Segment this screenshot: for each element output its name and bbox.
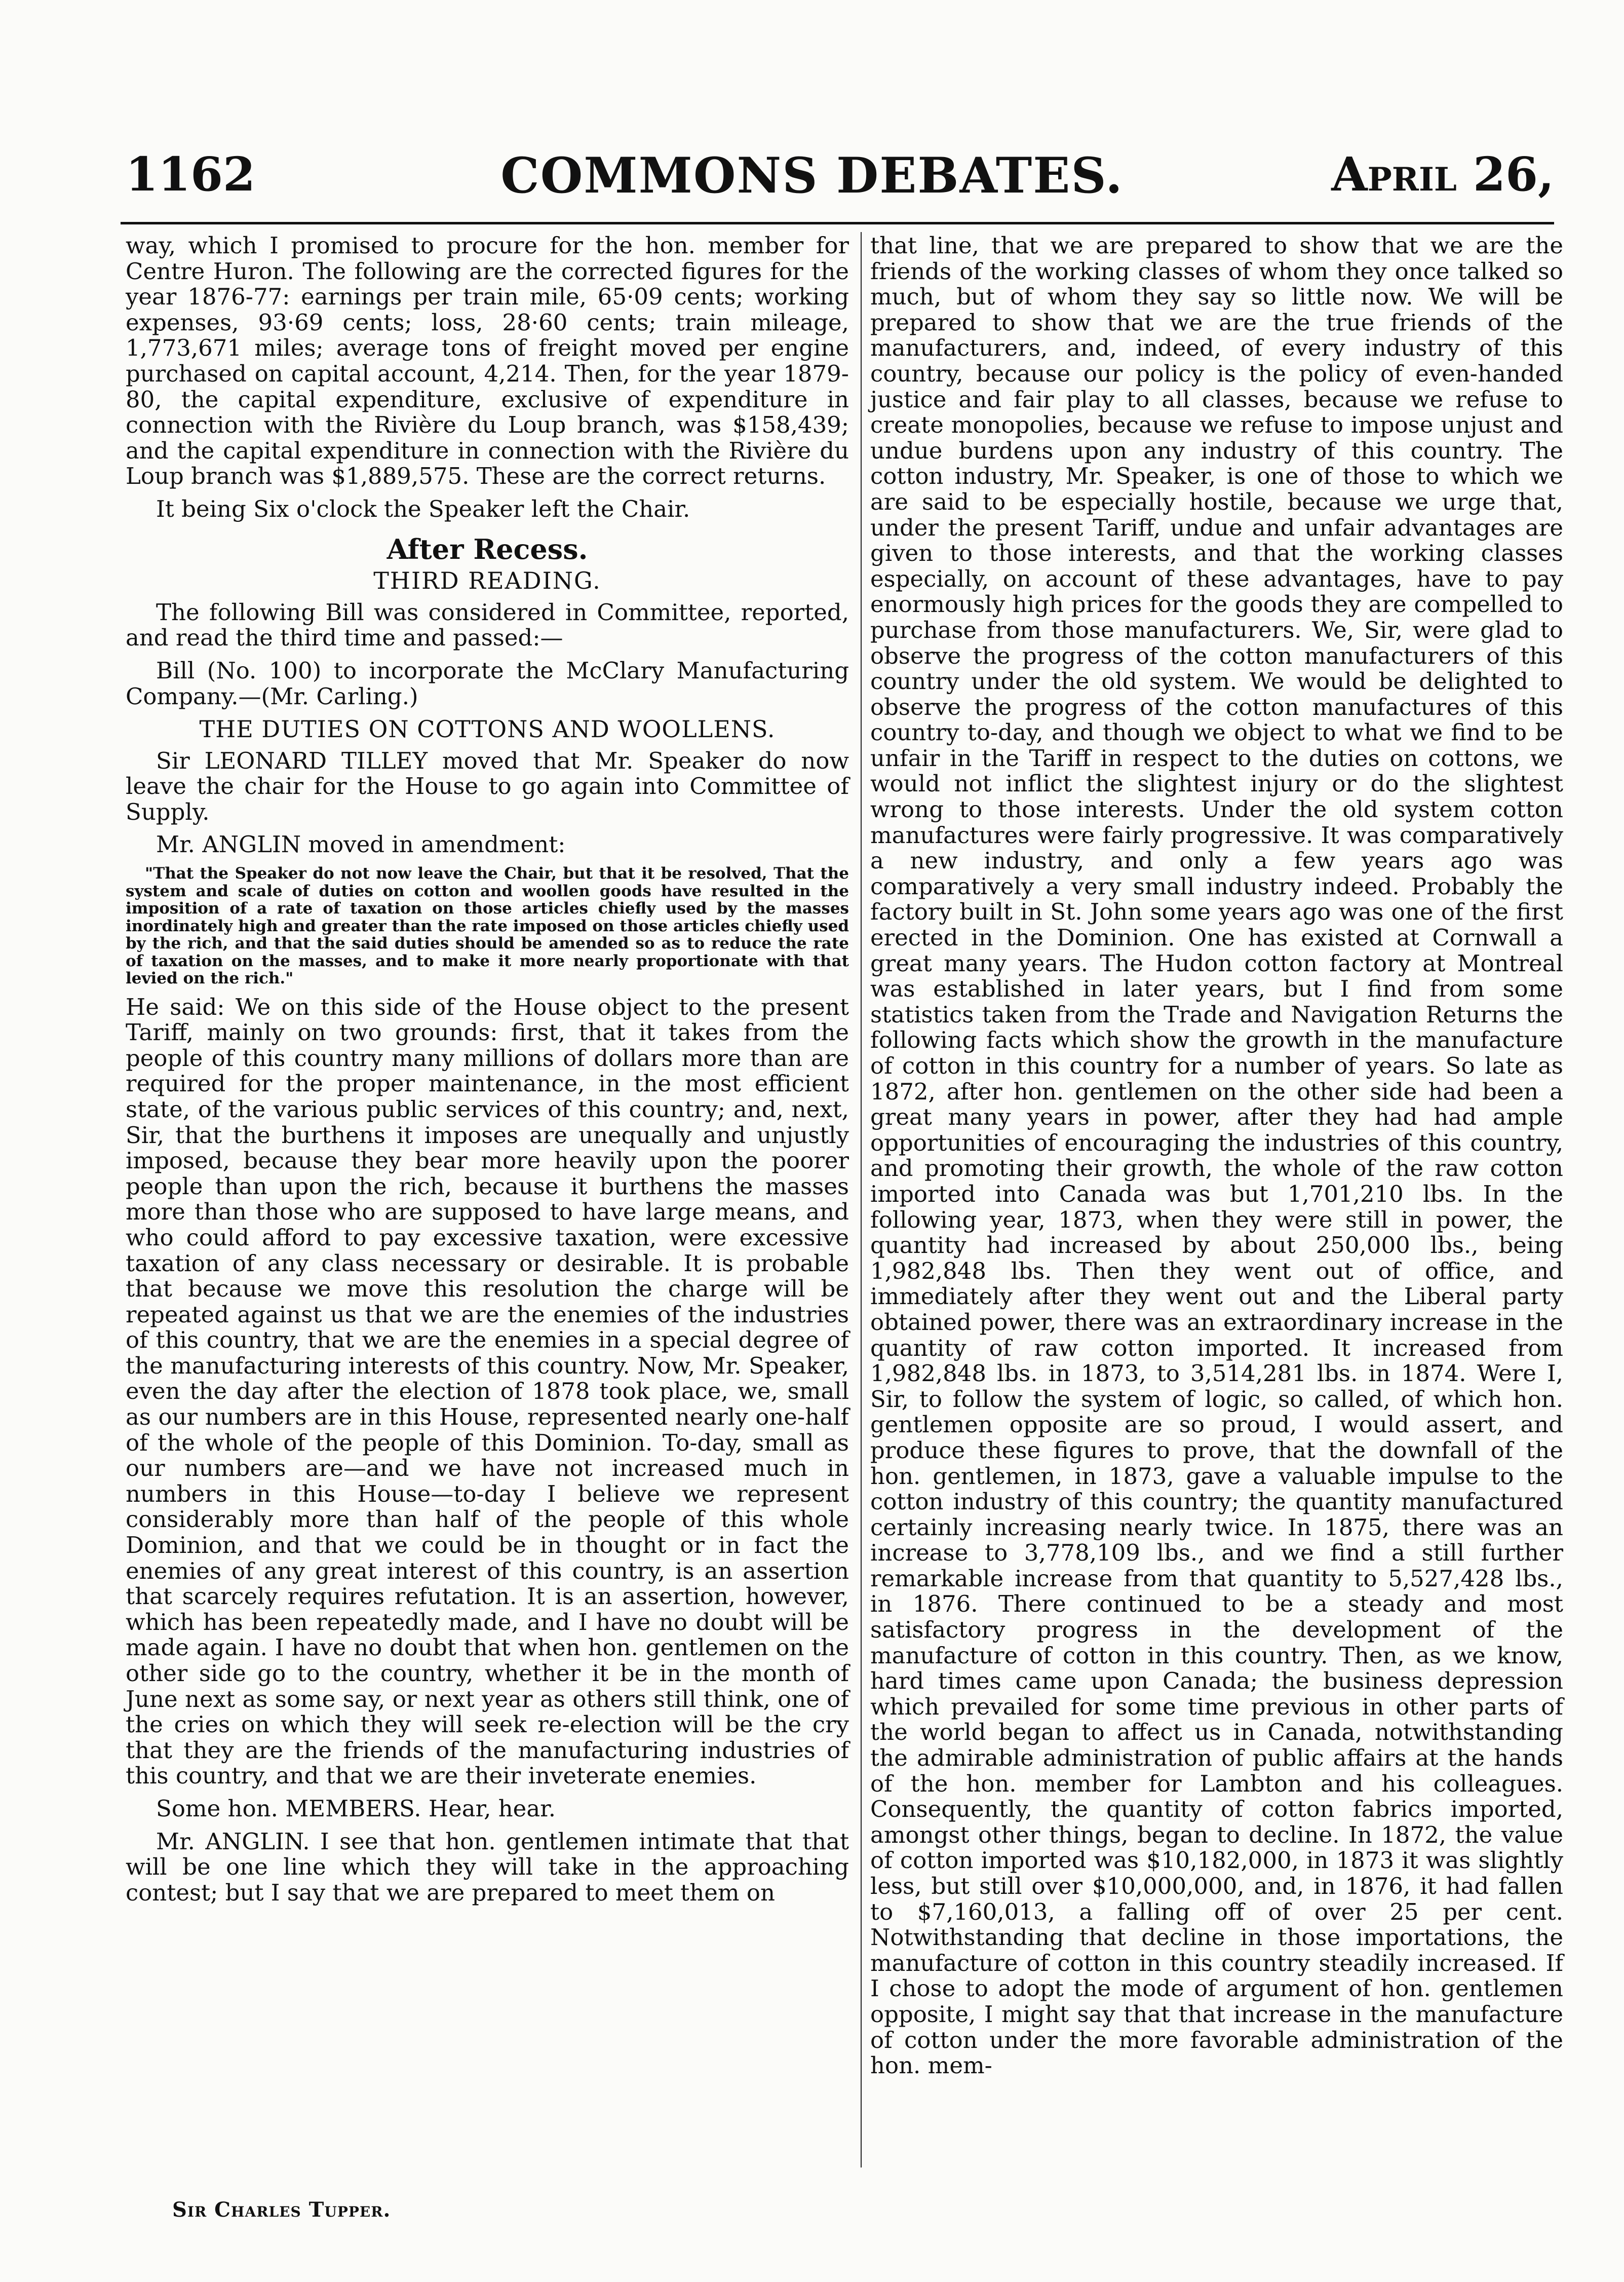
paragraph: Mr. ANGLIN. I see that hon. gentlemen intimate that that will be one line which they will take in the approaching contest; but I say that we are prepared to meet them on — [126, 1828, 849, 1906]
paragraph: Bill (No. 100) to incorporate the McClary Manufacturing Company.—(Mr. Carling.) — [126, 657, 849, 710]
section-heading-duties: THE DUTIES ON COTTONS AND WOOLLENS. — [199, 715, 776, 743]
paragraph: He said: We on this side of the House object to the present Tariff, mainly on two grounds: first, that it takes from the people of this country many millions of dollars more than are required for the proper maintenance, in the most efficient state, of the various public services of this country; and, next, Sir, that the burthens it imposes are unequally and unjustly imposed, because they bear more heavily upon the poorer people than upon the rich, because it burthens the masses more than those who are supposed to have large means, and who could afford to pay excessive taxation, were excessive taxation of any class necessary or desirable. It is probable that because we move this resolution the charge will be repeated against us that we are the enemies of the industries of this country, that we are the enemies in a special degree of the manufacturing interests of this country. Now, Mr. Speaker, even the day after the election of 1878 took place, we, small as our numbers are in this House, represented nearly one-half of the whole of the people of this Dominion. To-day, small as our numbers are—and we have not increased much in numbers in this House—to-day I believe we represent considerably more than half of the people of this whole Dominion, and that we could be in thought or in fact the enemies of any great interest of this country, is an assertion that scarcely requires refutation. It is an assertion, however, which has been repeatedly made, and I have no doubt will be made again. I have no doubt that when hon. gentlemen on the other side go to the country, whether it be in the month of June next as some say, or next year as others still think, one of the cries on which they will seek re-election will be the cry that they are the friends of the manufacturing industries of this country, and that we are their inveterate enemies. — [126, 993, 849, 1790]
paragraph: The following Bill was considered in Committee, reported, and read the third time and passed:— — [126, 598, 849, 652]
amendment-quote: "That the Speaker do not now leave the Chair, but that it be resolved, That the system and scale of duties on cotton and woollen goods have resulted in the imposition of a rate of taxation on those articles chiefly used by the masses inordinately high and greater than the rate imposed on those articles chiefly used by the rich, and that the said duties should be amended so as to reduce the rate of taxation on the masses, and to make it more nearly proportionate with that levied on the rich." — [126, 864, 849, 988]
paragraph: It being Six o'clock the Speaker left the Chair. — [156, 495, 690, 522]
right-column — [870, 233, 1563, 2086]
paragraph: Some hon. MEMBERS. Hear, hear. — [156, 1795, 556, 1822]
page-header — [0, 0, 1624, 223]
paragraph: Mr. ANGLIN moved in amendment: — [156, 831, 566, 858]
left-column — [126, 233, 849, 1913]
paragraph: Sir LEONARD TILLEY moved that Mr. Speaker do now leave the chair for the House to go again into Committee of Supply. — [126, 747, 849, 825]
column-divider — [861, 232, 862, 2167]
paragraph: way, which I promised to procure for the hon. member for Centre Huron. The following are the corrected figures for the year 1876-77: earnings per train mile, 65·09 cents; working expenses, 93·69 cents; loss, 28·60 cents; train mileage, 1,773,671 miles; average tons of freight moved per engine purchased on capital account, 4,214. Then, for the year 1879-80, the capital expenditure, exclusive of expenditure in connection with the Rivière du Loup branch, was $158,439; and the capital expenditure in connection with the Rivière du Loup branch was $1,889,575. These are the correct returns. — [126, 232, 849, 490]
publication-title: COMMONS DEBATES. — [500, 147, 1124, 204]
section-heading-third-reading: THIRD READING. — [373, 567, 601, 595]
paragraph: that line, that we are prepared to show that we are the friends of the working classes of whom they once talked so much, but of whom they say so little now. We will be prepared to show that we are the true friends of the manufacturers, and, indeed, of every industry of this country, because our policy is the policy of even-handed justice and fair play to all classes, because we refuse to create monopolies, because we refuse to impose unjust and undue burdens upon any industry of this country. The cotton industry, Mr. Speaker, is one of those to which we are said to be especially hostile, because we urge that, under the present Tariff, undue and unfair advantages are given to those interests, and that the working classes especially, on account of these advantages, have to pay enormously high prices for the goods they are compelled to purchase from those manufacturers. We, Sir, were glad to observe the progress of the cotton manufacturers of this country under the old system. We would be delighted to observe the progress of the cotton manufactures of this country to-day, and though we object to what we find to be unfair in the Tariff in respect to the duties on cottons, we would not inflict the slightest injury or do the slightest wrong to those interests. Under the old system cotton manufactures were fairly progressive. It was comparatively a new industry, and only a few years ago was comparatively a very small industry indeed. Probably the factory built in St. John some years ago was one of the first erected in the Dominion. One has existed at Cornwall a great many years. The Hudon cotton factory at Montreal was established in later years, but I find from some statistics taken from the Trade and Navigation Returns the following facts which show the growth in the manufacture of cotton in this country for a number of years. So late as 1872, after hon. gentlemen on the other side had been a great many years in power, after they had had ample opportunities of encouraging the industries of this country, and promoting their growth, the whole of the raw cotton imported into Canada was but 1,701,210 lbs. In the following year, 1873, when they were still in power, the quantity had increased by about 250,000 lbs., being 1,982,848 lbs. Then they went out of office, and immediately after they went out and the Liberal party obtained power, there was an extraordinary increase in the quantity of raw cotton imported. It increased from 1,982,848 lbs. in 1873, to 3,514,281 lbs. in 1874. Were I, Sir, to follow the system of logic, so called, of which hon. gentlemen opposite are so proud, I would assert, and produce these figures to prove, that the downfall of the hon. gentlemen, in 1873, gave a valuable impulse to the cotton industry of this country; the quantity manufactured certainly increasing nearly twice. In 1875, there was an increase to 3,778,109 lbs., and we find a still further remarkable increase from that quantity to 5,527,428 lbs., in 1876. There continued to be a steady and most satisfactory progress in the development of the manufacture of cotton in this country. Then, as we know, hard times came upon Canada; the business depression which prevailed for some time previous in other parts of the world began to affect us in Canada, notwithstanding the admirable administration of public affairs at the hands of the hon. member for Lambton and his colleagues. Consequently, the quantity of cotton fabrics imported, amongst other things, began to decline. In 1872, the value of cotton imported was $10,182,000, in 1873 it was slightly less, but still over $10,000,000, and, in 1876, it had fallen to $7,160,013, a falling off of over 25 per cent. Notwithstanding that decline in those importations, the manufacture of cotton in this country steadily increased. If I chose to adopt the mode of argument of hon. gentlemen opposite, I might say that that increase in the manufacture of cotton under the more favorable administration of the hon. mem- — [870, 232, 1563, 2079]
header-rule — [121, 222, 1554, 224]
page-number: 1162 — [126, 147, 256, 202]
footer-speaker-name: Sir Charles Tupper. — [172, 2198, 391, 2222]
header-date: April 26, — [1331, 147, 1554, 202]
section-heading-after-recess: After Recess. — [386, 533, 588, 565]
